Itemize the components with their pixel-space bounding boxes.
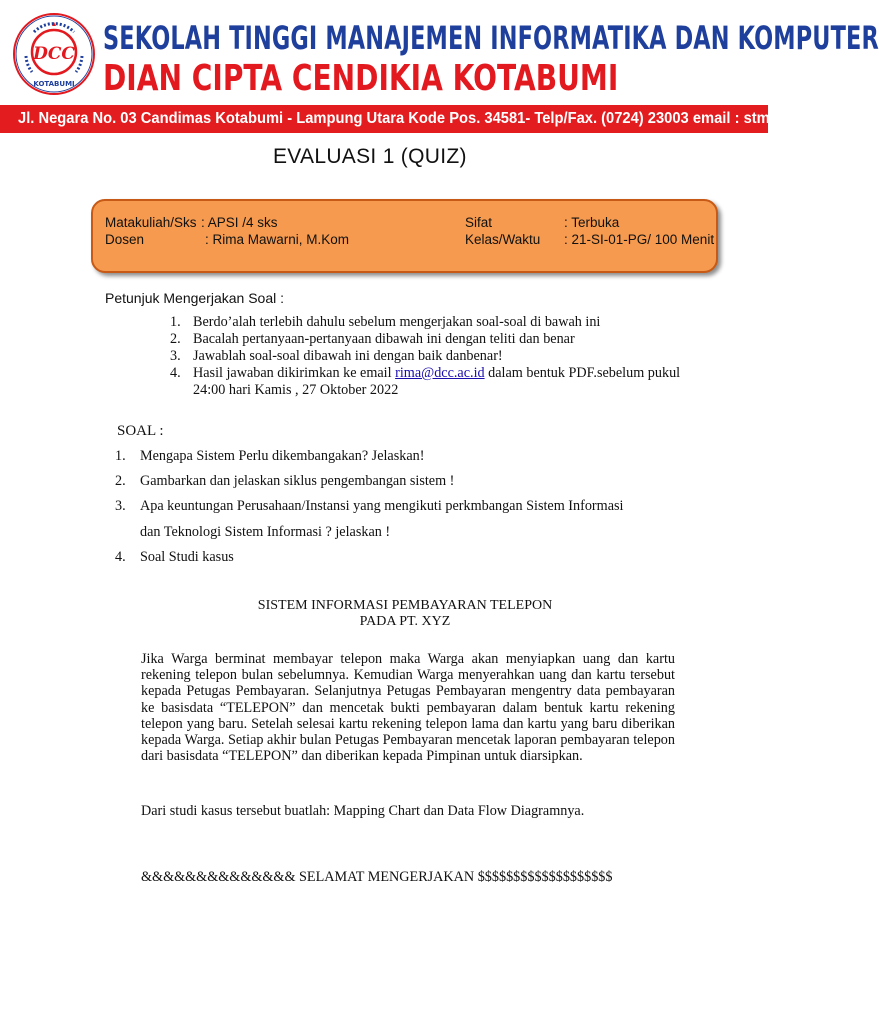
page-title: EVALUASI 1 (QUIZ): [273, 145, 467, 168]
question-text: Apa keuntungan Perusahaan/Instansi yang mengikuti perkmbangan Sistem Informasi: [140, 498, 624, 514]
question-text-continued: dan Teknologi Sistem Informasi ? jelaskan !: [140, 524, 391, 540]
question-item: 1. Mengapa Sistem Perlu dikembangakan? Jelaskan!: [115, 448, 425, 464]
lecturer-value: : Rima Mawarni, M.Kom: [205, 232, 350, 247]
case-study-body: Jika Warga berminat membayar telepon maka Warga akan menyiapkan uang dan kartu rekening telepon bulan sebelumnya. Kemudian Warga menyerahkan uang dan kartu tersebut kepada Petugas Pembayaran. Selanjutnya Petugas Pembayaran mengentry data pembayaran ke basisdata “TELEPON” dan mencetak bukti pembayaran dalam bentuk kartu rekening telepon yang baru. Setelah selesai kartu rekening telepon lama dan kartu yang baru diberikan kepada Warga. Setiap akhir bulan Petugas Pembayaran mencetak laporan pembayaran telepon dari basisdata “TELEPON” dan diberikan kepada Pimpinan untuk diarsipkan.: [141, 651, 675, 765]
course-info-box: [91, 199, 718, 273]
institution-name-line2: DIAN CIPTA CENDIKIA KOTABUMI: [103, 58, 619, 99]
questions-list: [115, 448, 715, 574]
case-study-task: Dari studi kasus tersebut buatlah: Mapping Chart dan Data Flow Diagramnya.: [141, 803, 585, 819]
institution-name-line1: SEKOLAH TINGGI MANAJEMEN INFORMATIKA DAN KOMPUTER: [103, 19, 879, 57]
question-text: Soal Studi kasus: [140, 549, 234, 565]
questions-heading: SOAL :: [117, 423, 164, 439]
question-text: Mengapa Sistem Perlu dikembangakan? Jelaskan!: [140, 448, 425, 464]
instruction-item: 3. Jawablah soal-soal dibawah ini dengan baik danbenar!: [170, 348, 503, 364]
address-text: Jl. Negara No. 03 Candimas Kotabumi - Lampung Utara Kode Pos. 34581- Telp/Fax. (0724) 23003 email : stmik@dcc.ac.id: [18, 110, 860, 127]
email-link[interactable]: rima@dcc.ac.id: [395, 365, 485, 381]
instruction-item: 1. Berdo’alah terlebih dahulu sebelum mengerjakan soal-soal di bawah ini: [170, 314, 601, 330]
address-banner: [0, 105, 860, 133]
instruction-text: dalam bentuk PDF.sebelum pukul 24:00 hari Kamis , 27 Oktober 2022: [193, 365, 681, 398]
question-item: 2. Gambarkan dan jelaskan siklus pengembangan sistem !: [115, 473, 455, 489]
case-title-line1: SISTEM INFORMASI PEMBAYARAN TELEPON: [257, 598, 553, 613]
class-label: Kelas/Waktu: [465, 232, 541, 247]
course-label: Matakuliah/Sks: [105, 215, 197, 230]
instruction-text: Jawablah soal-soal dibawah ini dengan baik danbenar!: [193, 348, 503, 364]
info-row-course: [105, 215, 620, 230]
closing-line: &&&&&&&&&&&&&& SELAMAT MENGERJAKAN $$$$$$$$$$$$$$$$$$$: [141, 869, 613, 885]
case-title-line2: PADA PT. XYZ: [359, 614, 451, 629]
type-label: Sifat: [465, 215, 493, 230]
type-value: : Terbuka: [564, 215, 620, 230]
class-value: : 21-SI-01-PG/ 100 Menit: [564, 232, 715, 247]
instruction-item: 4. Hasil jawaban dikirimkan ke email rima@dcc.ac.id dalam bentuk PDF.sebelum pukul 24:00 hari Kamis , 27 Oktober 2022: [170, 365, 681, 398]
instruction-item: 2. Bacalah pertanyaan-pertanyaan dibawah ini dengan teliti dan benar: [170, 331, 575, 347]
instruction-text: Bacalah pertanyaan-pertanyaan dibawah ini dengan teliti dan benar: [193, 331, 575, 347]
instructions-list: [170, 314, 690, 399]
instructions-heading: Petunjuk Mengerjakan Soal :: [105, 290, 284, 306]
info-row-lecturer: [105, 232, 715, 247]
question-item: 3. Apa keuntungan Perusahaan/Instansi yang mengikuti perkmbangan Sistem Informasi dan Teknologi Sistem Informasi ? jelaskan !: [115, 498, 715, 541]
institution-logo: [12, 12, 96, 96]
lecturer-label: Dosen: [105, 232, 145, 247]
question-text: Gambarkan dan jelaskan siklus pengembangan sistem !: [140, 473, 455, 489]
logo-monogram: DCC: [33, 44, 75, 64]
course-value: : APSI /4 sks: [201, 215, 278, 230]
case-study-title: [0, 598, 810, 630]
question-item: 4. Soal Studi kasus: [115, 549, 234, 565]
instruction-text: Berdo’alah terlebih dahulu sebelum mengerjakan soal-soal di bawah ini: [193, 314, 601, 330]
logo-bottom-text: KOTABUMI: [33, 80, 75, 88]
instruction-text: Hasil jawaban dikirimkan ke email: [193, 365, 396, 381]
